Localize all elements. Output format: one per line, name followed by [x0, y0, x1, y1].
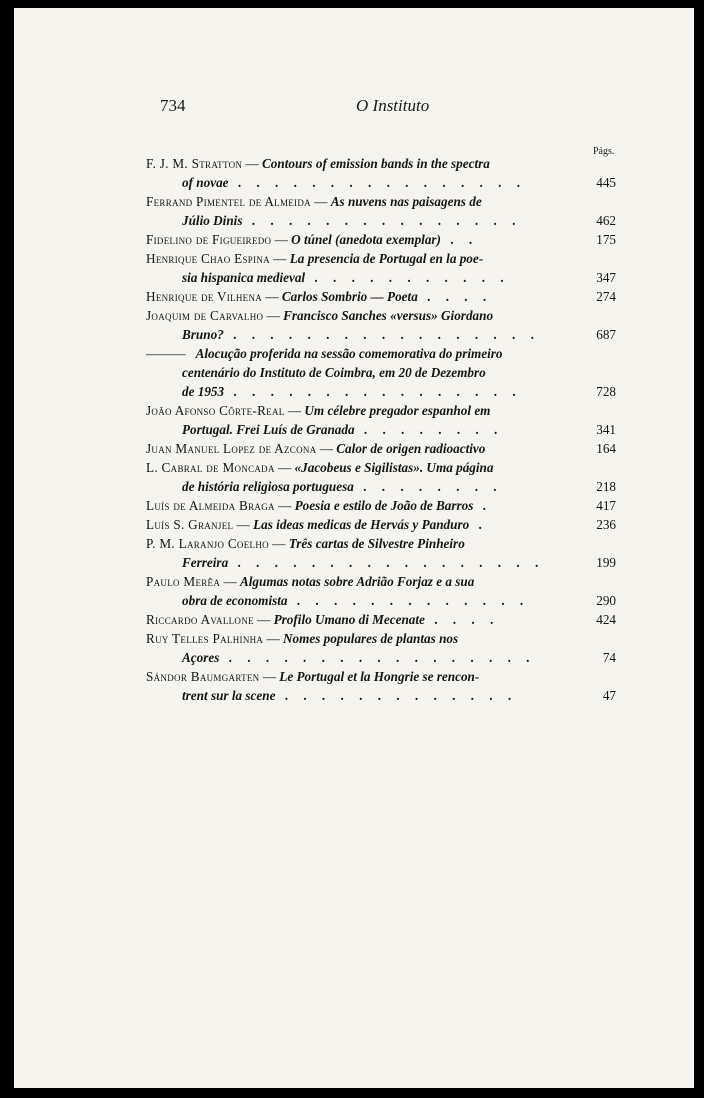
separator-dash: —: [262, 289, 282, 304]
separator-dash: —: [274, 498, 295, 513]
dot-leader: . . . . . . . . . . . . . . . . .: [223, 327, 540, 342]
toc-line: [146, 686, 616, 705]
toc-line: [146, 211, 616, 230]
separator-dash: —: [233, 517, 254, 532]
toc-entry: [146, 458, 616, 496]
dot-leader: . . . . . . . . . . . . . . .: [242, 213, 522, 228]
toc-entry: [146, 154, 616, 192]
work-title: centenário do Instituto de Coimbra, em 20 de Dezembro: [182, 365, 486, 380]
author-name: Ferrand Pimentel de Almeida: [146, 194, 311, 209]
toc-entry: [146, 629, 616, 667]
dot-leader: . . . .: [417, 289, 493, 304]
toc-line: [146, 325, 616, 344]
page-ref: 236: [590, 515, 616, 534]
author-name: Juan Manuel Lopez de Azcona: [146, 441, 317, 456]
dot-leader: . .: [440, 232, 479, 247]
dot-leader: . . . . . . . . . . . . .: [275, 688, 518, 703]
dot-leader: . . . . . . . . . . .: [305, 270, 510, 285]
page-ref: 728: [590, 382, 616, 401]
dot-leader: . . . .: [424, 612, 500, 627]
dot-leader: . . . . . . . . . . . . .: [287, 593, 530, 608]
lead-dash: ———: [146, 346, 186, 361]
work-title: Júlio Dinis: [182, 213, 243, 228]
separator-dash: —: [284, 403, 305, 418]
work-title: Algumas notas sobre Adrião Forjaz e a sua: [239, 574, 475, 589]
toc-line: [146, 173, 616, 192]
table-of-contents: [146, 154, 616, 705]
work-title: obra de economista: [182, 593, 288, 608]
dot-leader: . . . . . . . . . . . . . . . . .: [228, 555, 545, 570]
separator-dash: —: [253, 612, 274, 627]
pages-column-label: Págs.: [593, 146, 615, 157]
toc-entry: [146, 230, 616, 249]
toc-entry: [146, 287, 616, 306]
toc-line: [146, 420, 616, 439]
toc-line: [146, 572, 616, 591]
work-title: of novae: [182, 175, 229, 190]
separator-dash: —: [242, 156, 262, 171]
author-name: P. M. Laranjo Coelho: [146, 536, 269, 551]
dot-leader: .: [469, 517, 488, 532]
page-ref: 47: [597, 686, 616, 705]
page-ref: 175: [590, 230, 616, 249]
toc-line: [146, 667, 616, 686]
page-ref: 218: [590, 477, 616, 496]
page-ref: 74: [597, 648, 616, 667]
toc-line: [146, 439, 616, 458]
toc-entry: [146, 496, 616, 515]
toc-line: [146, 249, 616, 268]
author-name: L. Cabral de Moncada: [146, 460, 275, 475]
toc-line: [146, 458, 616, 477]
work-title: La presencia de Portugal en la poe-: [289, 251, 484, 266]
toc-line: [146, 534, 616, 553]
separator-dash: —: [274, 460, 295, 475]
work-title: sia hispanica medieval: [182, 270, 306, 285]
work-title: Carlos Sombrio — Poeta: [281, 289, 418, 304]
toc-entry: [146, 306, 616, 344]
author-name: Luís de Almeida Braga: [146, 498, 275, 513]
page-ref: 687: [590, 325, 616, 344]
toc-entry: [146, 515, 616, 534]
work-title: Nomes populares de plantas nos: [283, 631, 459, 646]
work-title: Contours of emission bands in the spectra: [261, 156, 490, 171]
work-title: Um célebre pregador espanhol em: [304, 403, 491, 418]
author-name: João Afonso Côrte-Real: [146, 403, 285, 418]
page-ref: 274: [590, 287, 616, 306]
toc-entry: [146, 192, 616, 230]
toc-entry: [146, 439, 616, 458]
separator-dash: —: [310, 194, 331, 209]
author-name: Paulo Merêa: [146, 574, 221, 589]
toc-entry: [146, 344, 616, 401]
work-title: As nuvens nas paisagens de: [330, 194, 482, 209]
work-title: de 1953: [182, 384, 225, 399]
toc-entry: [146, 401, 616, 439]
author-name: Joaquim de Carvalho: [146, 308, 264, 323]
toc-entry: [146, 534, 616, 572]
work-title: Portugal. Frei Luís de Granada: [182, 422, 355, 437]
separator-dash: —: [263, 308, 284, 323]
work-title: Bruno?: [182, 327, 224, 342]
dot-leader: . . . . . . . .: [354, 422, 504, 437]
page-ref: 341: [590, 420, 616, 439]
toc-line: [146, 496, 616, 515]
author-name: Luís S. Granjel: [146, 517, 234, 532]
separator-dash: —: [259, 669, 280, 684]
toc-line: [146, 591, 616, 610]
separator-dash: —: [271, 232, 292, 247]
toc-line: [146, 401, 616, 420]
toc-line: [146, 363, 616, 382]
dot-leader: .: [473, 498, 492, 513]
separator-dash: —: [220, 574, 240, 589]
work-title: Alocução proferida na sessão comemorativa do primeiro: [195, 346, 503, 361]
work-title: de história religiosa portuguesa: [182, 479, 354, 494]
author-name: Henrique Chao Espina: [146, 251, 270, 266]
page-ref: 347: [590, 268, 616, 287]
page-number: 734: [160, 96, 186, 115]
dot-leader: . . . . . . . .: [353, 479, 503, 494]
toc-line: [146, 306, 616, 325]
running-header: [160, 96, 580, 118]
toc-line: [146, 154, 616, 173]
toc-line: [146, 477, 616, 496]
dot-leader: . . . . . . . . . . . . . . . .: [228, 175, 527, 190]
toc-entry: [146, 249, 616, 287]
page-ref: 445: [590, 173, 616, 192]
page-ref: 164: [590, 439, 616, 458]
work-title: Poesia e estilo de João de Barros: [294, 498, 474, 513]
toc-line: [146, 629, 616, 648]
author-name: Ruy Telles Palhinha: [146, 631, 264, 646]
work-title: Le Portugal et la Hongrie se rencon-: [279, 669, 480, 684]
toc-line: [146, 344, 616, 363]
page-ref: 462: [590, 211, 616, 230]
toc-line: [146, 553, 616, 572]
work-title: Ferreira: [182, 555, 229, 570]
toc-line: [146, 192, 616, 211]
work-title: O túnel (anedota exemplar): [291, 232, 441, 247]
separator-dash: —: [316, 441, 337, 456]
toc-line: [146, 287, 616, 306]
work-title: «Jacobeus e Sigilistas». Uma página: [294, 460, 494, 475]
toc-entry: [146, 610, 616, 629]
toc-line: [146, 610, 616, 629]
dot-leader: . . . . . . . . . . . . . . . . .: [219, 650, 536, 665]
work-title: Calor de origen radioactivo: [336, 441, 486, 456]
toc-line: [146, 382, 616, 401]
work-title: Açores: [182, 650, 220, 665]
work-title: Francisco Sanches «versus» Giordano: [283, 308, 494, 323]
toc-line: [146, 230, 616, 249]
separator-dash: —: [268, 536, 289, 551]
author-name: Henrique de Vilhena: [146, 289, 263, 304]
work-title: Profilo Umano di Mecenate: [273, 612, 425, 627]
toc-entry: [146, 572, 616, 610]
author-name: F. J. M. Stratton: [146, 156, 243, 171]
work-title: trent sur la scene: [182, 688, 276, 703]
dot-leader: . . . . . . . . . . . . . . . .: [224, 384, 522, 399]
author-name: Fidelino de Figueiredo: [146, 232, 272, 247]
page-ref: 424: [590, 610, 616, 629]
author-name: Sándor Baumgarten: [146, 669, 260, 684]
toc-line: [146, 648, 616, 667]
page-ref: 290: [590, 591, 616, 610]
separator-dash: —: [269, 251, 290, 266]
work-title: Las ideas medicas de Hervás y Panduro: [253, 517, 470, 532]
separator-dash: —: [263, 631, 284, 646]
running-title: O Instituto: [356, 96, 430, 115]
toc-line: [146, 515, 616, 534]
page-ref: 199: [590, 553, 616, 572]
toc-entry: [146, 667, 616, 705]
page-ref: 417: [590, 496, 616, 515]
author-name: Riccardo Avallone: [146, 612, 254, 627]
work-title: Três cartas de Silvestre Pinheiro: [288, 536, 465, 551]
toc-line: [146, 268, 616, 287]
